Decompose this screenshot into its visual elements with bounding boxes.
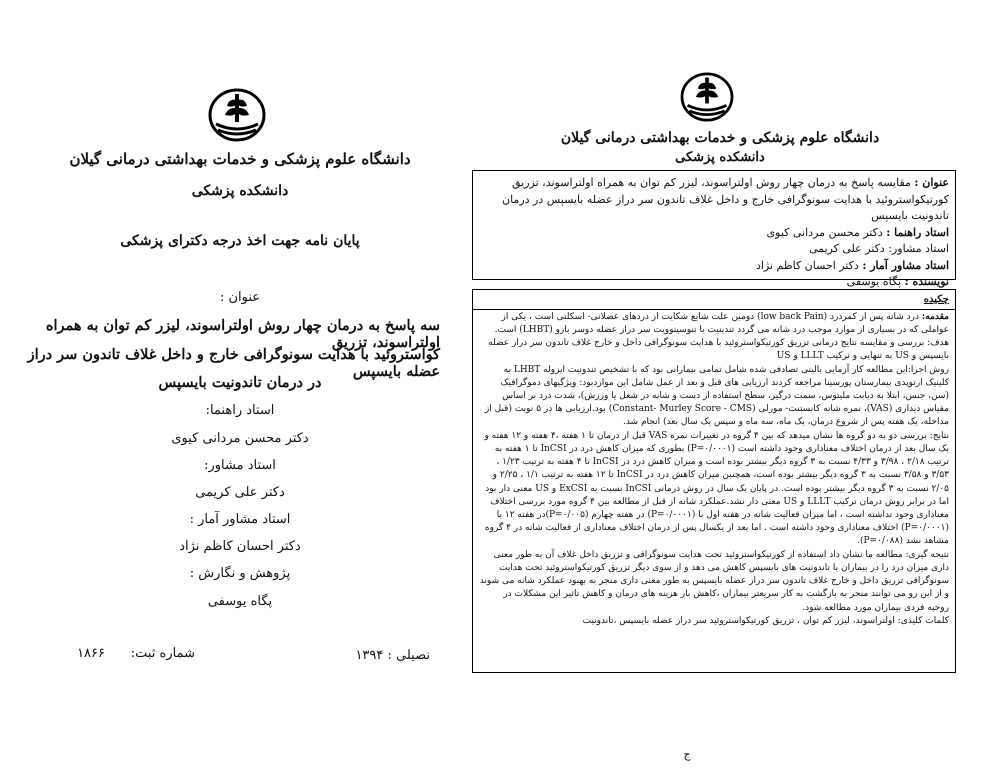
left-advisor-label: استاد مشاور: — [204, 458, 276, 473]
info-title-row — [479, 175, 949, 225]
left-title-label: عنوان : — [219, 290, 261, 305]
abstract-box — [472, 289, 956, 673]
right-faculty-name: دانشکده پزشکی — [675, 150, 765, 165]
info-advisor-name: دکتر علی کریمی — [808, 242, 885, 255]
left-author-name: پگاه یوسفی — [207, 594, 273, 609]
right-university-name: دانشگاه علوم پزشکی و خدمات بهداشتی درمانی گیلان — [560, 130, 880, 146]
info-advisor-label: استاد مشاور: — [888, 242, 949, 255]
abstract-goal: هدف: بررسی و مقایسه نتایج درمانی تزریق کورتیکواستروئید با هدایت سونوگرافی داخل و خارج غلاف تاندون سر دراز عضله بایسپس و US به تنهایی و ترکیب LLLT و US — [488, 338, 949, 362]
info-title-label: عنوان : — [914, 176, 949, 189]
left-advisor-name: دکتر علی کریمی — [195, 485, 285, 500]
left-thesis-degree: پایان نامه جهت اخذ درجه دکترای پزشکی — [120, 233, 360, 249]
abstract-conclusion: نتیجه گیری: مطالعه ما نشان داد استفاده از کورتیکواستروئید تحت هدایت سونوگرافی و تزریق داخل غلاف آن به طور معنی داری میزان درد را در بیماران با تاندونیت های بایسپس کاهش می دهد و از سوی دیگر تزریق کورتیکواستروئید تحت هدایت سونوگرافی تزریق داخل و خارج غلاف تاندون سر دراز عضله بایسپس به طور معنی داری منجر به بهبود عملکرد شانه می شوند و از این رو می توانند منجر به بازگشت به کار سریعتر بیماران ،کاهش بار هزینه های درمان و کاهش تاثیر این مشکلات در روحیه فردی بیماران مورد مطالعه شود. — [479, 549, 949, 613]
left-year: نصیلی : ۱۳۹۴ — [355, 648, 430, 663]
left-supervisor-label: استاد راهنما: — [205, 403, 275, 418]
left-faculty-name: دانشکده پزشکی — [191, 183, 289, 199]
left-page — [0, 0, 460, 772]
left-supervisor-name: دکتر محسن مردانی کیوی — [171, 431, 309, 446]
left-stat-advisor-name: دکتر احسان کاظم نژاد — [179, 539, 301, 554]
thesis-info-box — [472, 170, 956, 288]
info-author-label: نویسنده : — [904, 275, 949, 288]
left-registration-label: شماره ثبت: — [130, 646, 195, 661]
left-university-name: دانشگاه علوم پزشکی و خدمات بهداشتی درمانی گیلان — [69, 150, 411, 168]
left-title-line-2: کواستروئید با هدایت سونوگرافی خارج و داخل غلاف تاندون سر دراز عضله بایسپس — [27, 346, 440, 380]
left-author-label: پژوهش و نگارش : — [189, 566, 291, 581]
abstract-intro — [479, 311, 949, 337]
abstract-divider — [473, 309, 955, 310]
info-title-text: مقایسه پاسخ به درمان چهار روش اولتراسوند، لیزر کم توان به همراه اولتراسوند، تزریق کورتیکواستروئید با هدایت سونوگرافی خارج و داخل غلاف تاندون سر دراز عضله بایسپس در درمان تاندونیت بایسپس — [502, 176, 949, 222]
info-stat-advisor-label: استاد مشاور آمار : — [862, 258, 949, 272]
info-stat-advisor-row — [479, 258, 949, 275]
abstract-intro-text: درد شانه پس از کمردرد (low back Pain) دومین علت شایع شکایت از دردهای عضلانی- اسکلتی است ، یکی از عواملی که در بسیاری از موارد موجب درد شانه می گردد تندینیت یا تنوسینوویت سر دراز عضله دوسر بازو (LHBT) است. — [494, 311, 949, 335]
page-number: ج — [683, 748, 691, 761]
abstract-heading: چکیده — [923, 294, 949, 305]
info-author-name: پگاه یوسفی — [846, 275, 902, 288]
abstract-intro-label: مقدمه: — [921, 311, 949, 322]
university-logo-left — [208, 88, 266, 142]
info-advisor-row — [479, 241, 949, 258]
left-registration-number: ۱۸۶۶ — [77, 646, 105, 661]
info-stat-advisor-name: دکتر احسان کاظم نژاد — [755, 258, 859, 272]
info-supervisor-name: دکتر محسن مردانی کیوی — [766, 225, 883, 239]
abstract-method: روش اجرا:این مطالعه کار آزمایی بالینی تصادفی شده شامل تمامی بیمارانی بود که با تشخیص تندونیت ایزوله LHBT به کلینیک ارتوپدی بیمارستان پورسینا مراجعه کردند ارزیابی های قبل و بعد از عمل شامل این مواردبود: ویژگیهای دموگرافیک (سن، جنس، ابتلا به دیابت ملیتوس، سمت درگیر، سطح استفاده از دست و شانه در شغل یا ورزش)، شدت درد بر اساس مقیاس دیداری (VAS)، نمره شانه کانستنت- مورلی (Constant- Murley Score - CMS) بود.ارزیابی ها در ۵ نوبت (قبل از مداخله، یک هفته پس از شروع درمان، یک ماه، سه ماه و سپس یک سال بعد) انجام شد. — [484, 364, 949, 428]
info-supervisor-label: استاد راهنما : — [886, 225, 949, 239]
left-title-line-1: سه پاسخ به درمان چهار روش اولتراسوند، لیزر کم توان به همراه اولتراسوند، تزریق — [45, 317, 440, 351]
university-logo-right — [680, 72, 734, 122]
abstract-results: نتایج: بررسی دو به دو گروه ها نشان میدهد که بین ۴ گروه در تغییرات نمره VAS قبل از درمان تا ۱ هفته ،۴ هفته و ۱۲ هفته و یک سال بعد از درمان اختلاف معناداری وجود داشته است (P=۰/۰۰۰۱) بطوری که میزان کاهش درد در InCSI تا ۱ هفته به ترتیب ۲/۱۸ ، ۳/۹۸ و ۴/۳۳ نسبت به ۳ گروه دیگر بیشتر بوده است و میزان کاهش درد در InCSI تا ۴ هفته به ترتیب ۱/۲۳ ، ۳/۵۳ و ۳/۵۸ نسبت به ۳ گروه دیگر بیشتر بوده است، همچنین میزان کاهش درد در InCSI تا ۱۲ هفته به ترتیب ۱/۱ ، ۲/۲۵ و ۲/۰۵ نسبت به ۳ گروه دیگر بیشتر بوده است. در پایان یک سال در روش درمانی InCSI نسبت به ExCSI و US معنی دار بود اما در برابر روش درمان ترکیب LLLT و US معنی دار نشد.عملکرد شانه از قبل از مطالعه بین ۴ گروه مورد بررسی اختلاف معناداری وجود نداشته است ، اما میزان فعالیت شانه در هفته اول با (P=۰/۰۰۰۱) در هفته چهارم (P=۰/۰۰۵)در هفته ۱۲ با (P=۰/۰۰۰۱) اختلاف معناداری وجود داشته است . اما بعد از یکسال پس از درمان اختلاف معناداری از فعالیت شانه در ۴ گروه مشاهد نشد (P=۰/۰۸۸). — [484, 430, 949, 547]
university-emblem-icon — [208, 88, 266, 142]
university-emblem-icon — [680, 72, 734, 122]
abstract-keywords: کلمات کلیدی: اولتراسوند، لیزر کم توان ، تزریق کورتیکواستروئید سر دراز عضله بایسپس ،تاندونیت — [582, 615, 949, 626]
info-supervisor-row — [479, 225, 949, 242]
left-title-line-3: در درمان تاندونیت بایسپس — [158, 374, 322, 391]
left-stat-advisor-label: استاد مشاور آمار : — [189, 512, 291, 527]
